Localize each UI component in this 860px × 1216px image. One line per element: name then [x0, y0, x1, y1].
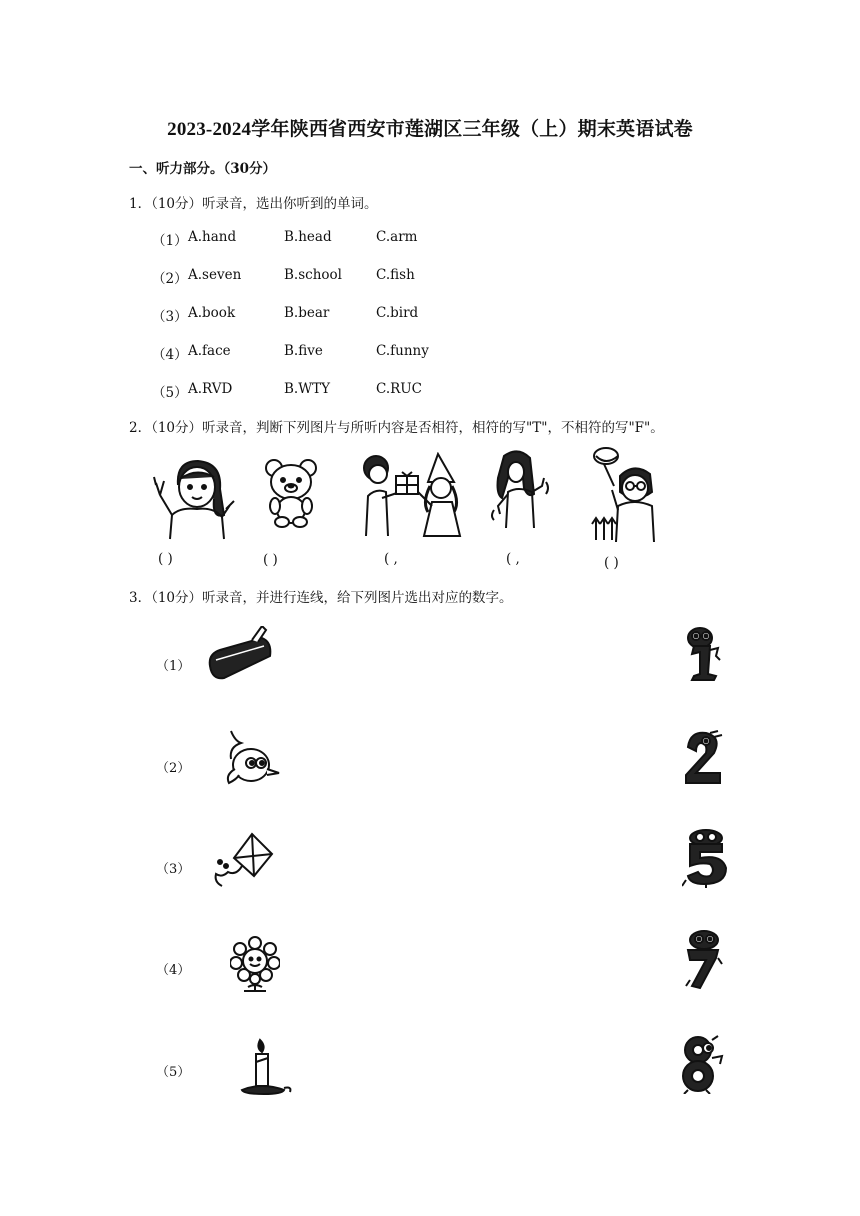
candle-icon[interactable] [238, 1038, 292, 1096]
answer-bracket[interactable]: ( ) [158, 551, 173, 567]
number-seven-icon[interactable] [682, 930, 724, 990]
number-eight-icon[interactable] [676, 1034, 726, 1094]
gift-exchange-icon [352, 452, 467, 537]
q1-row-number: （1） [152, 233, 188, 249]
number-one-icon[interactable] [680, 626, 726, 682]
girl-waving-icon [150, 455, 235, 540]
q1-option-b: B.school [284, 267, 342, 283]
q1-option-a: A.hand [188, 229, 237, 245]
q3-item-label: （1） [156, 659, 191, 674]
q3-item-label: （5） [156, 1065, 191, 1080]
section-heading-listening: 一、听力部分。（30分） [129, 161, 277, 177]
q1-row-number: （4） [152, 347, 188, 363]
question-1-stem: 1．（10分）听录音，选出你听到的单词。 [129, 196, 378, 212]
q1-row-number: （5） [152, 385, 188, 401]
q1-option-b: B.head [284, 229, 332, 245]
q1-option-c: C.RUC [376, 381, 423, 397]
bird-icon[interactable] [221, 729, 283, 787]
q3-item-label: （4） [156, 963, 191, 978]
boy-hat-icon [590, 444, 670, 544]
q1-row-number: （3） [152, 309, 188, 325]
q1-option-b: B.bear [284, 305, 330, 321]
q1-row-number: （2） [152, 271, 188, 287]
q3-item-label: （3） [156, 862, 191, 877]
q1-option-a: A.seven [188, 267, 242, 283]
answer-bracket[interactable]: ( ) [604, 555, 619, 571]
flower-icon[interactable] [230, 935, 280, 993]
q1-option-c: C.fish [376, 267, 415, 283]
question-3-stem: 3．（10分）听录音，并进行连线，给下列图片选出对应的数字。 [129, 590, 513, 606]
q1-option-b: B.WTY [284, 381, 331, 397]
q1-option-c: C.bird [376, 305, 419, 321]
q1-option-a: A.book [188, 305, 236, 321]
number-two-icon[interactable] [680, 729, 726, 785]
page-title: 2023-2024学年陕西省西安市莲湖区三年级（上）期末英语试卷 [167, 119, 693, 140]
q1-option-b: B.five [284, 343, 323, 359]
q3-item-label: （2） [156, 761, 191, 776]
q1-option-a: A.face [188, 343, 231, 359]
q1-option-c: C.arm [376, 229, 418, 245]
pencil-case-icon[interactable] [206, 626, 274, 684]
answer-bracket[interactable]: ( , [384, 551, 398, 567]
q1-option-a: A.RVD [188, 381, 233, 397]
number-five-icon[interactable] [682, 828, 732, 888]
question-2-stem: 2．（10分）听录音，判断下列图片与所听内容是否相符，相符的写"T"，不相符的写"F"。 [129, 420, 664, 436]
girl-stretching-icon [490, 448, 550, 530]
answer-bracket[interactable]: ( ) [263, 552, 278, 568]
answer-bracket[interactable]: ( , [506, 551, 520, 567]
teddy-bear-icon [262, 458, 320, 528]
kite-icon[interactable] [212, 832, 276, 890]
q1-option-c: C.funny [376, 343, 429, 359]
